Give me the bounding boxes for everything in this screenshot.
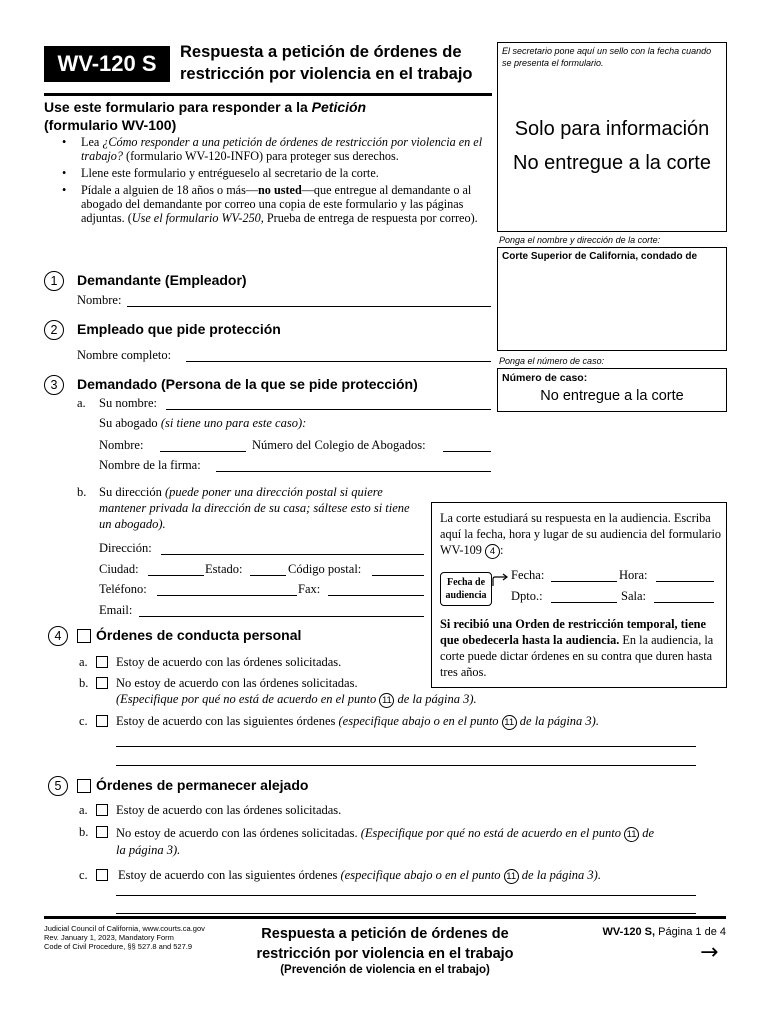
ref-item-11: 11 [624, 827, 639, 842]
section-5-title: Órdenes de permanecer alejado [96, 777, 309, 793]
hearing-tag-line2: audiencia [445, 590, 487, 601]
s5-c-line-2[interactable] [116, 902, 696, 914]
s4-a-letter: a. [79, 655, 88, 669]
section-1-title: Demandante (Empleador) [77, 272, 247, 288]
state-label: Estado: [205, 562, 243, 576]
hearing-room-label: Sala: [621, 589, 646, 603]
s4-c-letter: c. [79, 714, 88, 728]
section-4-checkbox[interactable] [77, 629, 91, 643]
form-id-badge: WV-120 S [44, 46, 170, 82]
section-number-3: 3 [44, 375, 64, 395]
footer-divider [44, 916, 726, 919]
zip-label: Código postal: [288, 562, 362, 576]
lawyer-name-label: Nombre: [99, 438, 144, 452]
zip-field[interactable] [372, 564, 424, 576]
ref-item-11: 11 [379, 693, 394, 708]
petitioner-name-label: Nombre: [77, 293, 122, 307]
s5-c-line-1[interactable] [116, 884, 696, 896]
s4-a-text: Estoy de acuerdo con las órdenes solicitadas. [116, 655, 342, 669]
hearing-date-tag [440, 572, 492, 606]
lawyer-label: Su abogado (si tiene uno para este caso): [99, 416, 307, 430]
court-caption: Ponga el nombre y dirección de la corte: [499, 235, 661, 245]
page-indicator: WV-120 S, Página 1 de 4 [602, 926, 726, 938]
hearing-time-label: Hora: [619, 568, 648, 582]
s5-c-checkbox[interactable] [96, 869, 108, 881]
hearing-dept-label: Dpto.: [511, 589, 543, 603]
petitioner-name-field[interactable] [127, 295, 491, 307]
footer-legal [44, 924, 205, 951]
section-4-title: Órdenes de conducta personal [96, 627, 302, 643]
case-caption: Ponga el número de caso: [499, 356, 605, 366]
hearing-room-field[interactable] [654, 591, 714, 603]
intro-heading [44, 98, 494, 134]
city-label: Ciudad: [99, 562, 139, 576]
case-number-label: Número de caso: [502, 372, 588, 384]
footer-revision: Rev. January 1, 2023, Mandatory Form [44, 933, 174, 942]
s5-b-text: No estoy de acuerdo con las órdenes solicitadas. (Especifique por qué no está de acuerdo en el punto 11 de la página 3). [116, 826, 655, 857]
form-title [180, 41, 500, 85]
s5-b-letter: b. [79, 825, 89, 839]
employee-name-field[interactable] [186, 350, 491, 362]
section-3-title: Demandado (Persona de la que se pide protección) [77, 376, 418, 392]
s5-a-checkbox[interactable] [96, 804, 108, 816]
section-number-1: 1 [44, 271, 64, 291]
info-only-notice [497, 112, 727, 180]
s3-b-letter: b. [77, 485, 87, 499]
s3-a-letter: a. [77, 396, 86, 410]
form-title-line2: restricción por violencia en el trabajo [180, 65, 473, 83]
bar-number-field[interactable] [443, 440, 491, 452]
instruction-2: • Llene este formulario y entrégueselo al secretario de la corte. [62, 166, 492, 180]
title-divider [44, 93, 492, 96]
s4-c-line-1[interactable] [116, 735, 696, 747]
address-label: Dirección: [99, 541, 152, 555]
ref-item-11: 11 [502, 715, 517, 730]
instruction-3: • Pídale a alguien de 18 años o más—no usted—que entregue al demandante o al abogado del demandante por correo una copia de este formulario y las páginas adjuntas. (Use el formulario WV-250, Prueba de entrega de respuesta por correo). [62, 183, 492, 225]
email-label: Email: [99, 603, 133, 617]
instruction-1: • Lea ¿Cómo responder a una petición de órdenes de restricción por violencia en el trabajo? (formulario WV-120-INFO) para proteger sus derechos. [62, 135, 492, 163]
city-field[interactable] [148, 564, 204, 576]
s4-b-letter: b. [79, 676, 89, 690]
arrow-right-icon [492, 572, 510, 590]
court-label: Corte Superior de California, condado de [502, 251, 698, 262]
ref-item-11: 11 [504, 869, 519, 884]
respondent-name-label: Su nombre: [99, 396, 157, 410]
address-field[interactable] [161, 543, 424, 555]
restraining-order-notice: Si recibió una Orden de restricción temporal, tiene que obedecerla hasta la audiencia. En la audiencia, la corte puede dictar órdenes en su contra que duren hasta tres años. [440, 617, 714, 679]
intro-heading-line2: (formulario WV-100) [44, 117, 177, 133]
form-title-line1: Respuesta a petición de órdenes de [180, 43, 462, 61]
fax-field[interactable] [328, 584, 424, 596]
intro-heading-text: Use este formulario para responder a la [44, 99, 312, 115]
hearing-tag-line1: Fecha de [446, 577, 486, 588]
s5-a-text: Estoy de acuerdo con las órdenes solicitadas. [116, 803, 342, 817]
s5-b-checkbox[interactable] [96, 826, 108, 838]
footer-subtitle: (Prevención de violencia en el trabajo) [280, 964, 490, 976]
court-name-box[interactable] [497, 247, 727, 351]
firm-name-label: Nombre de la firma: [99, 458, 201, 472]
email-field[interactable] [139, 605, 424, 617]
footer-title-line2: restricción por violencia en el trabajo [256, 946, 514, 962]
instructions-list [62, 135, 492, 228]
footer-title [240, 924, 530, 964]
section-number-2: 2 [44, 320, 64, 340]
case-number-value: No entregue a la corte [540, 388, 684, 404]
s4-b-text: No estoy de acuerdo con las órdenes solicitadas. [116, 676, 358, 690]
s5-a-letter: a. [79, 803, 88, 817]
s4-c-checkbox[interactable] [96, 715, 108, 727]
hearing-instruction: La corte estudiará su respuesta en la audiencia. Escriba aquí la fecha, hora y lugar de su audiencia del formulario WV-109 4 : [440, 511, 722, 557]
next-page-arrow-icon: → [700, 940, 719, 965]
section-number-5: 5 [48, 776, 68, 796]
footer-title-line1: Respuesta a petición de órdenes de [261, 926, 509, 942]
state-field[interactable] [250, 564, 286, 576]
phone-label: Teléfono: [99, 582, 147, 596]
footer-council: Judicial Council of California, www.courts.ca.gov [44, 924, 205, 933]
hearing-dept-field[interactable] [551, 591, 617, 603]
phone-field[interactable] [157, 584, 297, 596]
fax-label: Fax: [298, 582, 321, 596]
bar-number-label: Número del Colegio de Abogados: [252, 438, 426, 452]
section-2-title: Empleado que pide protección [77, 321, 281, 337]
s5-c-text: Estoy de acuerdo con las siguientes órdenes (especifique abajo o en el punto 11 de la página 3). [118, 868, 601, 882]
footer-code: Code of Civil Procedure, §§ 527.8 and 527.9 [44, 942, 193, 951]
ref-item-4: 4 [485, 544, 500, 559]
hearing-date-field[interactable] [551, 570, 617, 582]
employee-name-label: Nombre completo: [77, 348, 172, 362]
address-instruction: Su dirección (puede poner una dirección postal si quiere mantener privada la dirección de su casa; sáltese esto si tiene un abogado). [99, 485, 410, 531]
hearing-time-field[interactable] [656, 570, 714, 582]
s4-c-line-2[interactable] [116, 754, 696, 766]
s4-b-checkbox[interactable] [96, 677, 108, 689]
intro-heading-italic: Petición [311, 99, 367, 115]
hearing-date-label: Fecha: [511, 568, 545, 582]
clerk-stamp-note: El secretario pone aquí un sello con la fecha cuando se presenta el formulario. [502, 46, 712, 68]
s4-a-checkbox[interactable] [96, 656, 108, 668]
s4-b-note: (Especifique por qué no está de acuerdo en el punto 11 de la página 3). [116, 692, 477, 706]
s5-c-letter: c. [79, 868, 88, 882]
info-only-line2: No entregue a la corte [513, 152, 711, 174]
section-number-4: 4 [48, 626, 68, 646]
section-5-checkbox[interactable] [77, 779, 91, 793]
respondent-name-field[interactable] [166, 398, 491, 410]
info-only-line1: Solo para información [514, 118, 710, 140]
lawyer-name-field[interactable] [160, 440, 246, 452]
s4-c-text: Estoy de acuerdo con las siguientes órdenes (especifique abajo o en el punto 11 de la página 3). [116, 714, 599, 728]
firm-name-field[interactable] [216, 460, 491, 472]
